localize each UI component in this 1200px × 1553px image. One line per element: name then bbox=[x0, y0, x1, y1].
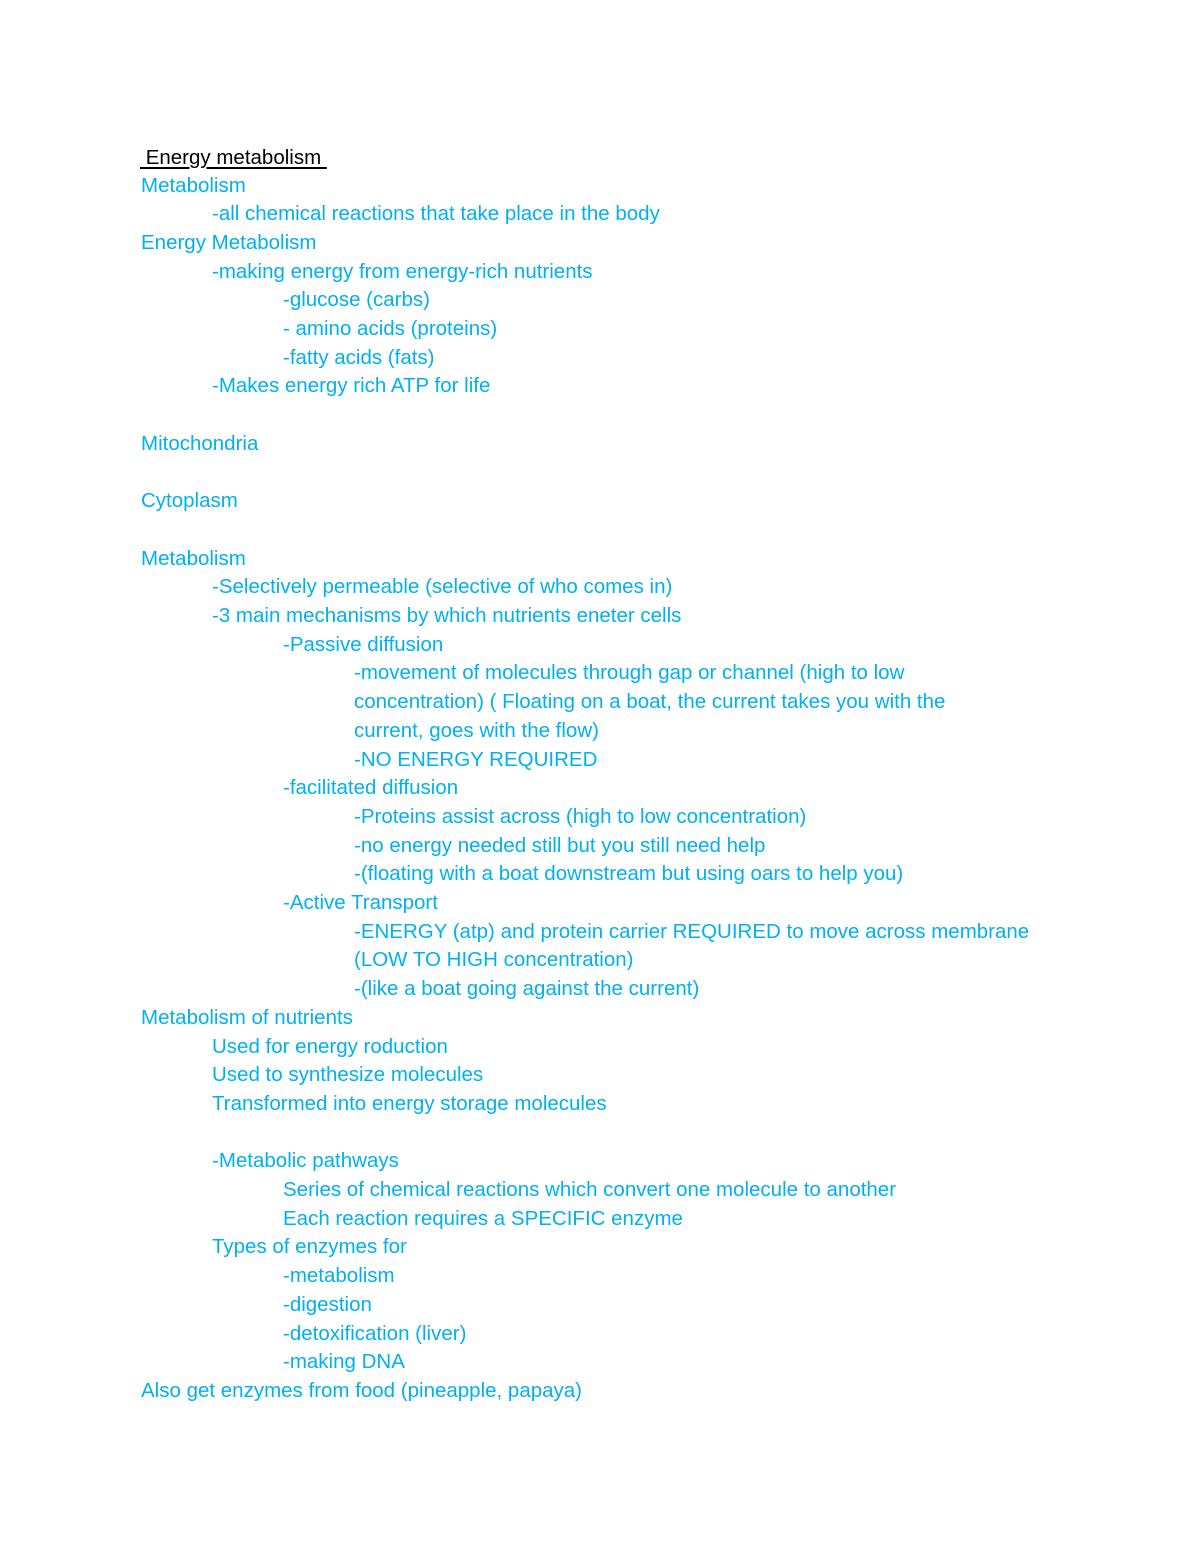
note-line: -digestion bbox=[283, 1292, 372, 1316]
note-line: -Selectively permeable (selective of who comes in) bbox=[212, 575, 673, 599]
note-line: Energy Metabolism bbox=[141, 230, 317, 254]
note-line: -3 main mechanisms by which nutrients eneter cells bbox=[212, 604, 682, 627]
note-line: -Metabolic pathways bbox=[212, 1149, 399, 1173]
note-line: -Makes energy rich ATP for life bbox=[212, 374, 491, 398]
note-line: Metabolism bbox=[141, 546, 246, 570]
note-line: -Proteins assist across (high to low concentration) bbox=[354, 804, 807, 828]
note-line: -making DNA bbox=[283, 1350, 405, 1374]
note-line: -Active Transport bbox=[283, 891, 438, 914]
note-line: Metabolism bbox=[141, 173, 246, 197]
note-line: Each reaction requires a SPECIFIC enzyme bbox=[283, 1206, 683, 1230]
note-line: -fatty acids (fats) bbox=[283, 345, 435, 369]
note-line: Used to synthesize molecules bbox=[212, 1063, 484, 1087]
note-line: -detoxification (liver) bbox=[283, 1321, 467, 1345]
note-line: -all chemical reactions that take place in the body bbox=[212, 202, 660, 226]
note-line: Series of chemical reactions which convert one molecule to another bbox=[283, 1178, 897, 1201]
note-line: -NO ENERGY REQUIRED bbox=[354, 747, 598, 771]
note-line: concentration) ( Floating on a boat, the current takes you with the bbox=[354, 690, 946, 714]
note-line: - amino acids (proteins) bbox=[283, 317, 498, 340]
note-line: -facilitated diffusion bbox=[283, 776, 459, 800]
note-line: (LOW TO HIGH concentration) bbox=[354, 948, 634, 972]
note-line: Transformed into energy storage molecules bbox=[212, 1091, 607, 1115]
note-line: -Passive diffusion bbox=[283, 632, 444, 656]
note-line: -movement of molecules through gap or channel (high to low bbox=[354, 661, 905, 685]
note-line: -metabolism bbox=[283, 1264, 395, 1288]
note-line: Mitochondria bbox=[141, 431, 259, 455]
note-line: -ENERGY (atp) and protein carrier REQUIRED to move across membrane bbox=[354, 919, 1030, 943]
note-line: -making energy from energy-rich nutrients bbox=[212, 259, 593, 283]
note-line: Also get enzymes from food (pineapple, papaya) bbox=[141, 1378, 583, 1402]
note-line: Types of enzymes for bbox=[212, 1235, 407, 1259]
note-line: -(floating with a boat downstream but using oars to help you) bbox=[354, 862, 904, 886]
note-line: Used for energy roduction bbox=[212, 1034, 448, 1058]
note-line: -glucose (carbs) bbox=[283, 288, 430, 312]
note-line: Cytoplasm bbox=[141, 489, 238, 513]
note-line: -no energy needed still but you still need help bbox=[354, 833, 766, 857]
note-line: -(like a boat going against the current) bbox=[354, 977, 700, 1001]
note-line: Metabolism of nutrients bbox=[141, 1005, 353, 1029]
document-title: Energy metabolism bbox=[140, 146, 327, 169]
note-line: current, goes with the flow) bbox=[354, 718, 599, 742]
